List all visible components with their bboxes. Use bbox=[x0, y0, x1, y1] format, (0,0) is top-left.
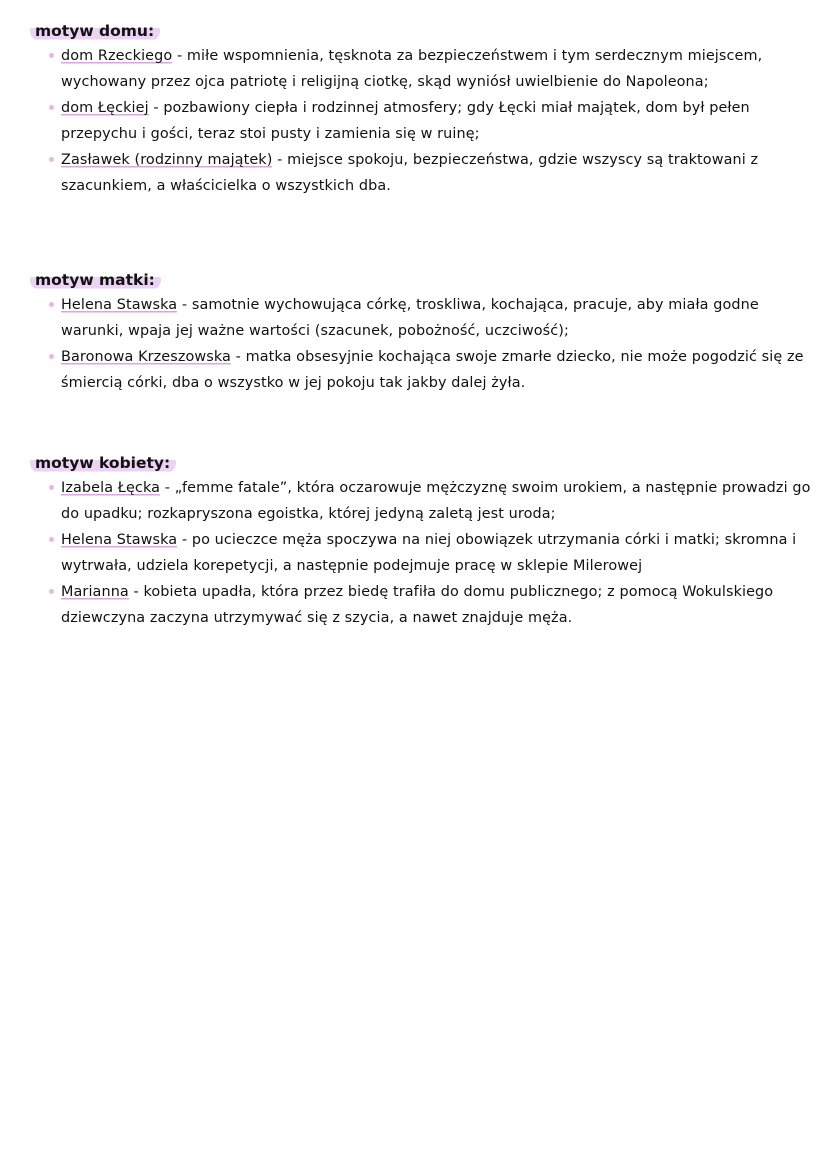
bullet-dot-icon bbox=[49, 354, 54, 359]
bullet-dot-icon bbox=[49, 302, 54, 307]
item-list bbox=[30, 475, 820, 631]
section-heading: motyw kobiety: bbox=[30, 453, 176, 473]
item-term: dom Łęckiej bbox=[61, 100, 149, 116]
item-term: Helena Stawska bbox=[61, 532, 178, 548]
item-text: - po ucieczce męża spoczywa na niej obowiązek utrzymania córki i matki; skromna i wytrwała, udziela korepetycji, a następnie podejmuje pracę w sklepie Milerowej bbox=[61, 532, 797, 574]
item-term: Helena Stawska bbox=[61, 297, 178, 313]
item-list bbox=[30, 43, 820, 199]
bullet-dot-icon bbox=[49, 485, 54, 490]
item-text: - kobieta upadła, która przez biedę trafiła do domu publicznego; z pomocą Wokulskiego dziewczyna zaczyna utrzymywać się z szycia, a nawet znajduje męża. bbox=[61, 584, 774, 626]
item-term: Baronowa Krzeszowska bbox=[61, 349, 231, 365]
item-term: Izabela Łęcka bbox=[61, 480, 161, 496]
bullet-dot-icon bbox=[49, 589, 54, 594]
item-term: Marianna bbox=[61, 584, 129, 600]
list-item bbox=[30, 527, 820, 579]
bullet-dot-icon bbox=[49, 537, 54, 542]
item-text: - miłe wspomnienia, tęsknota za bezpieczeństwem i tym serdecznym miejscem, wychowany przez ojca patriotę i religijną ciotkę, skąd wyniósł uwielbienie do Napoleona; bbox=[61, 48, 763, 90]
list-item bbox=[30, 147, 820, 199]
bullet-dot-icon bbox=[49, 105, 54, 110]
item-text: - „femme fatale”, która oczarowuje mężczyznę swoim urokiem, a następnie prowadzi go do upadku; rozkapryszona egoistka, której jedyną zaletą jest uroda; bbox=[61, 480, 811, 522]
bullet-dot-icon bbox=[49, 157, 54, 162]
item-list bbox=[30, 292, 820, 396]
section-heading: motyw matki: bbox=[30, 270, 161, 290]
list-item bbox=[30, 43, 820, 95]
section-motyw-matki bbox=[30, 270, 820, 396]
section-heading: motyw domu: bbox=[30, 21, 160, 41]
item-text: - samotnie wychowująca córkę, troskliwa, kochająca, pracuje, aby miała godne warunki, wpaja jej ważne wartości (szacunek, pobożność, uczciwość); bbox=[61, 297, 759, 339]
item-text: - matka obsesyjnie kochająca swoje zmarłe dziecko, nie może pogodzić się ze śmiercią córki, dba o wszystko w jej pokoju tak jakby dalej żyła. bbox=[61, 349, 804, 391]
list-item bbox=[30, 579, 820, 631]
item-text: - pozbawiony ciepła i rodzinnej atmosfery; gdy Łęcki miał majątek, dom był pełen przepychu i gości, teraz stoi pusty i zamienia się w ruinę; bbox=[61, 100, 750, 142]
item-text: - miejsce spokoju, bezpieczeństwa, gdzie wszyscy są traktowani z szacunkiem, a właścicielka o wszystkich dba. bbox=[61, 152, 759, 194]
item-term: dom Rzeckiego bbox=[61, 48, 173, 64]
section-motyw-domu bbox=[30, 21, 820, 199]
section-motyw-kobiety bbox=[30, 453, 820, 631]
bullet-dot-icon bbox=[49, 53, 54, 58]
list-item bbox=[30, 344, 820, 396]
list-item bbox=[30, 95, 820, 147]
item-term: Zasławek (rodzinny majątek) bbox=[61, 152, 273, 168]
list-item bbox=[30, 475, 820, 527]
list-item bbox=[30, 292, 820, 344]
